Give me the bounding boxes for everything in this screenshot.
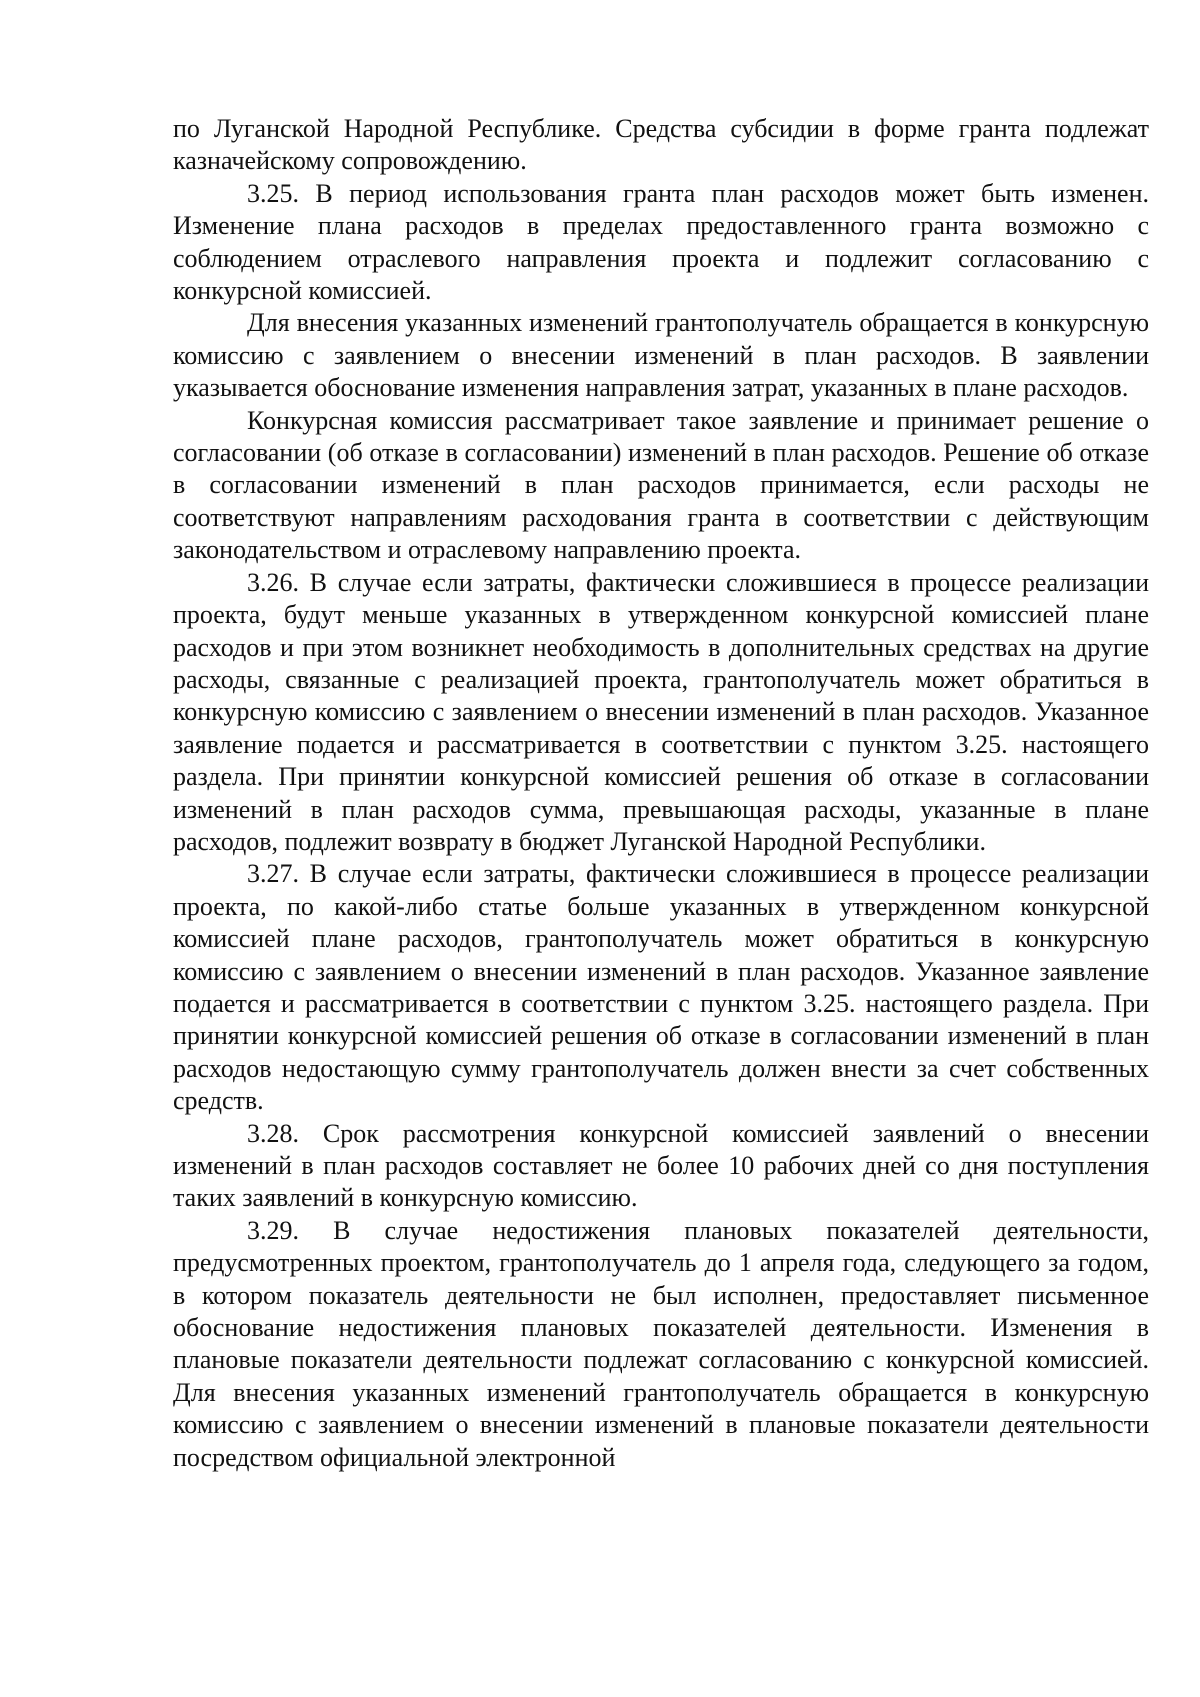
paragraph-changes-request: Для внесения указанных изменений грантополучатель обращается в конкурсную комиссию с заявлением о внесении изменений в план расходов. В заявлении указывается обоснование изменения направления затрат, указанных в плане расходов. [173,308,1149,403]
paragraph-3-28: 3.28. Срок рассмотрения конкурсной комиссией заявлений о внесении изменений в план расходов составляет не более 10 рабочих дней со дня поступления таких заявлений в конкурсную комиссию. [173,1118,1149,1213]
paragraph-3-27: 3.27. В случае если затраты, фактически сложившиеся в процессе реализации проекта, по какой-либо статье больше указанных в утвержденном конкурсной комиссией плане расходов, грантополучатель может обратиться в конкурсную комиссию с заявлением о внесении изменений в план расходов. Указанное заявление подается и рассматривается в соответствии с пунктом 3.25. настоящего раздела. При принятии конкурсной комиссией решения об отказе в согласовании изменений в план расходов недостающую сумму грантополучатель должен внести за счет собственных средств. [173,859,1149,1116]
document-body [173,113,1149,1474]
paragraph-3-26: 3.26. В случае если затраты, фактически сложившиеся в процессе реализации проекта, будут меньше указанных в утвержденном конкурсной комиссией плане расходов и при этом возникнет необходимость в дополнительных средствах на другие расходы, связанные с реализацией проекта, грантополучатель может обратиться в конкурсную комиссию с заявлением о внесении изменений в план расходов. Указанное заявление подается и рассматривается в соответствии с пунктом 3.25. настоящего раздела. При принятии конкурсной комиссией решения об отказе в согласовании изменений в план расходов сумма, превышающая расходы, указанные в плане расходов, подлежит возврату в бюджет Луганской Народной Республики. [173,567,1149,856]
paragraph-3-25: 3.25. В период использования гранта план расходов может быть изменен. Изменение плана расходов в пределах предоставленного гранта возможно с соблюдением отраслевого направления проекта и подлежит согласованию с конкурсной комиссией. [173,178,1149,306]
paragraph-commission-decision: Конкурсная комиссия рассматривает такое заявление и принимает решение о согласовании (об отказе в согласовании) изменений в план расходов. Решение об отказе в согласовании изменений в план расходов принимается, если расходы не соответствуют направлениям расходования гранта в соответствии с действующим законодательством и отраслевому направлению проекта. [173,405,1149,565]
paragraph-3-29: 3.29. В случае недостижения плановых показателей деятельности, предусмотренных проектом, грантополучатель до 1 апреля года, следующего за годом, в котором показатель деятельности не был исполнен, предоставляет письменное обоснование недостижения плановых показателей деятельности. Изменения в плановые показатели деятельности подлежат согласованию с конкурсной комиссией. Для внесения указанных изменений грантополучатель обращается в конкурсную комиссию с заявлением о внесении изменений в плановые показатели деятельности посредством официальной электронной [173,1215,1149,1472]
paragraph-continuation: по Луганской Народной Республике. Средства субсидии в форме гранта подлежат казначейскому сопровождению. [173,114,1149,176]
